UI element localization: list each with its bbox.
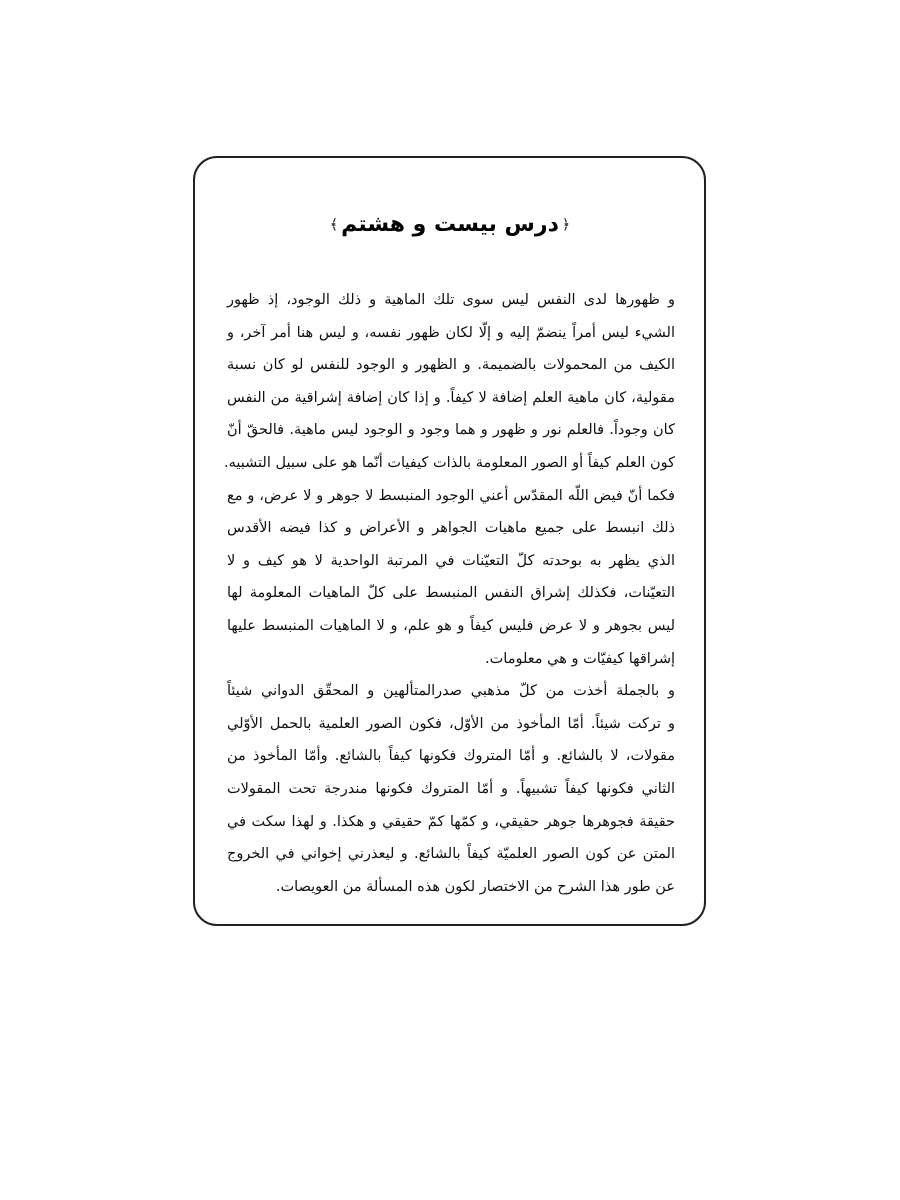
- text-line: الشيء ليس أمراً ينضمّ إليه و إلّا لكان ظهور نفسه، و ليس هنا أمر آخر، و: [227, 324, 675, 341]
- text-line: كون العلم كيفاً أو الصور المعلومة بالذات كيفيات أنّما هو على سبيل التشبيه.: [223, 454, 675, 471]
- body-text: [223, 284, 675, 903]
- text-line: الذي يظهر به بوحدته كلّ التعيّنات في المرتبة الواحدية لا هو كيف و لا: [227, 552, 675, 569]
- text-line: مقولات، لا بالشائع. و أمّا المتروك فكونها كيفاً بالشائع. وأمّا المأخوذ من: [227, 748, 675, 765]
- text-line: حقيقة فجوهرها جوهر حقيقي، و كمّها كمّ حقيقي و هكذا. و لهذا سكت في: [227, 813, 675, 830]
- text-line: إشراقها كيفيّات و هي معلومات.: [485, 650, 675, 667]
- text-line: فكما أنّ فيض اللّه المقدّس أعني الوجود المنبسط لا جوهر و لا عرض، و مع: [227, 487, 675, 504]
- text-line: كان وجوداً. فالعلم نور و ظهور و هما وجود و الوجود ليس ماهية. فالحقّ أنّ: [227, 422, 675, 439]
- text-line: التعيّنات، فكذلك إشراق النفس المنبسط على كلّ الماهيات المعلومة لها: [227, 585, 675, 602]
- paragraph-2: [227, 675, 675, 903]
- text-line: ليس بجوهر و لا عرض فليس كيفاً و هو علم، و لا الماهيات المنبسط عليها: [227, 617, 675, 634]
- text-line: و تركت شيئاً. أمّا المأخوذ من الأوّل، فكون الصور العلمية بالحمل الأوّلي: [227, 715, 675, 732]
- text-line: مقولية، كان ماهية العلم إضافة لا كيفاً. و إذا كان إضافة إشراقية من النفس: [227, 389, 675, 406]
- text-line: عن طور هذا الشرح من الاختصار لكون هذه المسألة من العويصات.: [275, 878, 675, 895]
- lesson-title-text: درس بیست و هشتم: [341, 212, 559, 237]
- title-ornament-left: ﴾: [329, 217, 339, 233]
- text-line: ذلك انبسط على جميع ماهيات الجواهر و الأعراض و كذا فيضه الأقدس: [227, 520, 675, 537]
- text-line: الثاني فكونها كيفاً تشبيهاً. و أمّا المتروك فكونها مندرجة تحت المقولات: [227, 780, 675, 797]
- text-line: المتن عن كون الصور العلميّة كيفاً بالشائع. و ليعذرني إخواني في الخروج: [227, 846, 675, 863]
- text-line: و بالجملة أخذت من كلّ مذهبي صدرالمتألهين و المحقّق الدواني شيئاً: [227, 683, 675, 700]
- lesson-title: [0, 208, 900, 242]
- title-ornament-right: ﴿: [561, 217, 571, 233]
- paragraph-1: [223, 284, 675, 675]
- text-line: و ظهورها لدى النفس ليس سوى تلك الماهية و ذلك الوجود، إذ ظهور: [227, 292, 675, 308]
- text-line: الكيف من المحمولات بالضميمة. و الظهور و الوجود للنفس لو كان نسبة: [227, 357, 675, 374]
